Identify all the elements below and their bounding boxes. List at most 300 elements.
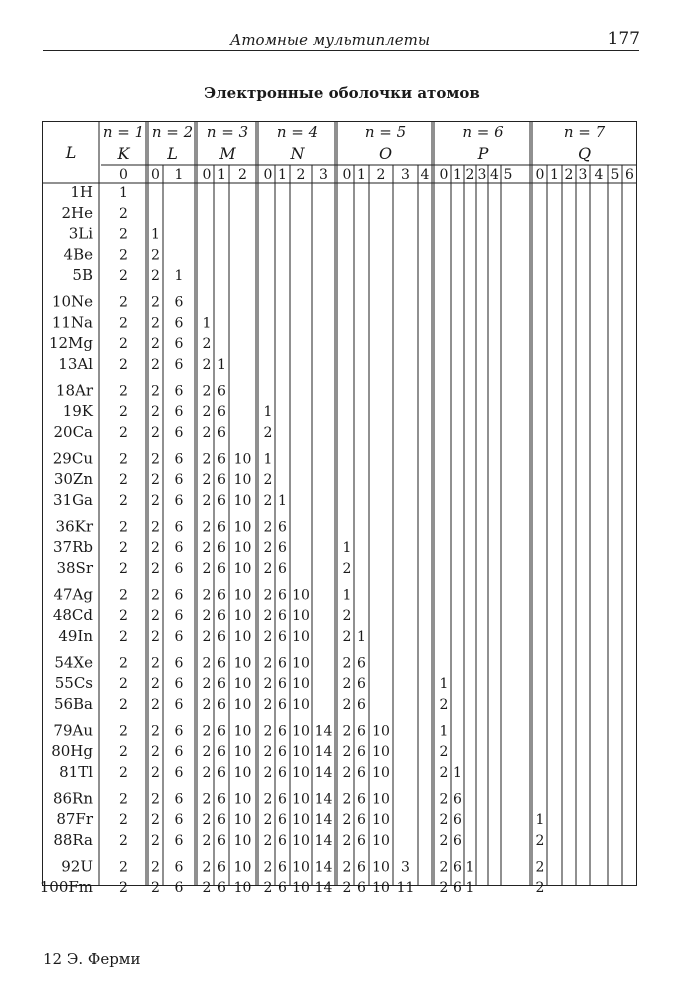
element-label: 1H [70, 183, 93, 201]
occupancy-cell: 6 [357, 744, 366, 761]
shell-letter: M [219, 144, 236, 163]
shell-letter: Q [577, 144, 592, 163]
shell-n-label: n = 6 [462, 123, 504, 141]
occupancy-cell: 2 [119, 472, 128, 489]
occupancy-cell: 6 [217, 472, 226, 489]
element-label: 3Li [68, 224, 93, 243]
occupancy-cell: 10 [233, 833, 252, 849]
occupancy-cell: 6 [174, 540, 184, 557]
occupancy-cell: 2 [119, 859, 128, 876]
occupancy-cell: 6 [453, 859, 462, 876]
occupancy-cell: 2 [151, 880, 160, 897]
element-label: 29Cu [52, 449, 93, 468]
occupancy-cell: 6 [278, 859, 287, 876]
occupancy-cell: 6 [278, 765, 287, 781]
occupancy-cell: 2 [439, 791, 449, 808]
l-subheader: 3 [319, 167, 328, 183]
occupancy-cell: 10 [233, 451, 252, 468]
occupancy-cell: 6 [453, 833, 462, 849]
occupancy-cell: 14 [314, 812, 333, 829]
occupancy-cell: 2 [151, 744, 160, 761]
occupancy-cell: 2 [151, 451, 160, 468]
running-header-title: Атомные мультиплеты [229, 31, 431, 49]
element-label: 37Rb [53, 538, 93, 557]
l-subheader: 5 [610, 167, 620, 183]
occupancy-cell: 2 [342, 880, 352, 897]
occupancy-cell: 2 [202, 676, 212, 693]
occupancy-cell: 2 [202, 451, 212, 468]
l-subheader: 1 [174, 167, 184, 183]
occupancy-cell: 2 [263, 859, 273, 876]
occupancy-cell: 14 [314, 833, 333, 849]
occupancy-cell: 2 [119, 833, 128, 849]
occupancy-cell: 2 [151, 723, 160, 740]
occupancy-cell: 10 [292, 765, 310, 781]
occupancy-cell: 2 [151, 859, 160, 876]
occupancy-cell: 2 [119, 744, 128, 761]
element-label: 56Ba [53, 695, 93, 713]
occupancy-cell: 1 [357, 629, 366, 645]
occupancy-cell: 6 [174, 472, 184, 489]
element-label: 11Na [51, 313, 93, 332]
occupancy-cell: 2 [151, 268, 160, 285]
occupancy-cell: 2 [151, 561, 160, 577]
occupancy-cell: 6 [278, 519, 287, 536]
occupancy-cell: 1 [342, 540, 352, 557]
occupancy-cell: 10 [292, 744, 310, 761]
occupancy-cell: 6 [278, 812, 287, 829]
occupancy-cell: 1 [465, 859, 475, 876]
occupancy-cell: 6 [217, 655, 226, 672]
occupancy-cell: 6 [174, 336, 184, 353]
occupancy-cell: 2 [263, 425, 273, 441]
element-label: 13Al [58, 355, 93, 373]
element-label: 31Ga [52, 491, 93, 509]
element-label: 30Zn [53, 470, 93, 489]
occupancy-cell: 10 [372, 744, 390, 761]
occupancy-cell: 2 [119, 268, 128, 285]
occupancy-cell: 2 [535, 859, 545, 876]
occupancy-cell: 2 [202, 723, 212, 740]
occupancy-cell: 6 [174, 383, 184, 400]
occupancy-cell: 6 [174, 587, 184, 604]
occupancy-cell: 2 [119, 205, 128, 222]
occupancy-cell: 6 [174, 880, 184, 897]
occupancy-cell: 10 [372, 723, 390, 740]
l-subheader: 1 [550, 167, 559, 183]
occupancy-cell: 10 [233, 472, 252, 489]
occupancy-cell: 10 [292, 723, 310, 740]
occupancy-cell: 6 [217, 859, 226, 876]
element-label: 100Fm [39, 878, 93, 897]
occupancy-cell: 2 [151, 357, 160, 373]
occupancy-cell: 2 [263, 519, 273, 536]
element-label: 54Xe [54, 653, 93, 672]
l-subheader: 1 [453, 167, 462, 183]
occupancy-cell: 10 [233, 540, 252, 557]
occupancy-cell: 6 [357, 859, 366, 876]
occupancy-cell: 2 [119, 294, 128, 311]
occupancy-cell: 2 [263, 472, 273, 489]
element-label: 92U [61, 857, 93, 876]
occupancy-cell: 2 [119, 812, 128, 829]
occupancy-cell: 6 [174, 833, 184, 849]
occupancy-cell: 2 [151, 791, 160, 808]
occupancy-cell: 6 [174, 519, 184, 536]
element-label: 81Tl [59, 763, 93, 781]
occupancy-cell: 2 [263, 629, 273, 645]
occupancy-cell: 6 [174, 357, 184, 373]
occupancy-cell: 6 [357, 697, 366, 713]
l-subheader: 0 [263, 167, 273, 183]
occupancy-cell: 1 [263, 404, 273, 421]
occupancy-cell: 6 [174, 765, 184, 781]
occupancy-cell: 14 [314, 791, 333, 808]
occupancy-cell: 10 [372, 812, 390, 829]
occupancy-cell: 6 [174, 791, 184, 808]
occupancy-cell: 2 [151, 655, 160, 672]
occupancy-cell: 14 [314, 859, 333, 876]
element-label: 48Cd [52, 606, 93, 625]
occupancy-cell: 2 [342, 744, 352, 761]
occupancy-cell: 2 [151, 336, 160, 353]
occupancy-cell: 6 [217, 629, 226, 645]
occupancy-cell: 6 [174, 404, 184, 421]
occupancy-cell: 6 [174, 744, 184, 761]
occupancy-cell: 2 [119, 357, 128, 373]
element-label: 80Hg [51, 742, 93, 761]
occupancy-cell: 2 [202, 833, 212, 849]
occupancy-cell: 1 [217, 357, 226, 373]
occupancy-cell: 2 [202, 561, 212, 577]
occupancy-cell: 1 [278, 493, 287, 509]
shell-letter: P [477, 144, 489, 163]
occupancy-cell: 2 [151, 404, 160, 421]
occupancy-cell: 2 [151, 247, 160, 264]
table-title: Электронные оболочки атомов [204, 84, 480, 102]
l-subheader: 0 [342, 167, 352, 183]
occupancy-cell: 2 [151, 493, 160, 509]
occupancy-cell: 6 [357, 833, 366, 849]
element-label: 55Cs [54, 674, 93, 693]
occupancy-cell: 2 [342, 561, 352, 577]
l-subheader: 1 [278, 167, 287, 183]
occupancy-cell: 2 [202, 859, 212, 876]
occupancy-cell: 2 [263, 561, 273, 577]
occupancy-cell: 6 [357, 791, 366, 808]
occupancy-cell: 2 [342, 697, 352, 713]
occupancy-cell: 2 [151, 608, 160, 625]
occupancy-cell: 10 [233, 744, 252, 761]
occupancy-cell: 2 [202, 697, 212, 713]
shell-letter: L [167, 144, 178, 163]
element-label: 10Ne [51, 292, 93, 311]
occupancy-cell: 6 [217, 880, 226, 897]
occupancy-cell: 2 [119, 655, 128, 672]
occupancy-cell: 1 [151, 226, 160, 243]
occupancy-cell: 10 [233, 880, 252, 897]
page-number: 177 [607, 29, 640, 49]
occupancy-cell: 2 [202, 629, 212, 645]
occupancy-cell: 2 [202, 425, 212, 441]
occupancy-cell: 2 [263, 655, 273, 672]
occupancy-cell: 2 [263, 697, 273, 713]
occupancy-cell: 10 [372, 765, 390, 781]
l-subheader: 2 [376, 167, 386, 183]
occupancy-cell: 6 [174, 812, 184, 829]
occupancy-cell: 6 [217, 493, 226, 509]
l-subheader: 0 [119, 167, 128, 183]
occupancy-cell: 2 [151, 294, 160, 311]
occupancy-cell: 6 [174, 608, 184, 625]
occupancy-cell: 6 [217, 561, 226, 577]
occupancy-cell: 1 [453, 765, 462, 781]
occupancy-cell: 1 [465, 880, 475, 897]
occupancy-cell: 14 [314, 723, 333, 740]
occupancy-cell: 2 [263, 744, 273, 761]
occupancy-cell: 2 [119, 247, 128, 264]
occupancy-cell: 2 [263, 765, 273, 781]
occupancy-cell: 2 [263, 812, 273, 829]
occupancy-cell: 14 [314, 880, 333, 897]
occupancy-cell: 1 [263, 451, 273, 468]
occupancy-cell: 10 [233, 493, 252, 509]
occupancy-cell: 6 [217, 587, 226, 604]
occupancy-cell: 10 [292, 697, 310, 713]
occupancy-cell: 6 [174, 859, 184, 876]
occupancy-cell: 10 [233, 587, 252, 604]
occupancy-cell: 6 [174, 723, 184, 740]
header-rule [43, 50, 639, 51]
occupancy-cell: 1 [439, 723, 449, 740]
occupancy-cell: 6 [453, 880, 462, 897]
occupancy-cell: 2 [202, 357, 212, 373]
occupancy-cell: 2 [202, 336, 212, 353]
occupancy-cell: 2 [119, 561, 128, 577]
occupancy-cell: 2 [119, 723, 128, 740]
occupancy-cell: 14 [314, 765, 333, 781]
corner-label: L [65, 143, 77, 162]
occupancy-cell: 10 [292, 812, 310, 829]
element-label: 86Rn [52, 789, 93, 808]
shell-n-label: n = 5 [364, 123, 407, 141]
occupancy-cell: 2 [439, 697, 449, 713]
occupancy-cell: 10 [292, 587, 310, 604]
occupancy-cell: 6 [357, 812, 366, 829]
occupancy-cell: 6 [278, 880, 287, 897]
occupancy-cell: 2 [119, 404, 128, 421]
element-label: 5B [72, 266, 93, 285]
element-label: 38Sr [56, 559, 93, 577]
occupancy-cell: 2 [151, 812, 160, 829]
l-subheader: 2 [564, 167, 574, 183]
occupancy-cell: 6 [278, 723, 287, 740]
occupancy-cell: 2 [119, 880, 128, 897]
occupancy-cell: 1 [535, 812, 545, 829]
occupancy-cell: 6 [278, 833, 287, 849]
occupancy-cell: 2 [151, 425, 160, 441]
occupancy-cell: 2 [202, 765, 212, 781]
occupancy-cell: 2 [151, 587, 160, 604]
occupancy-cell: 6 [174, 697, 184, 713]
occupancy-cell: 2 [202, 587, 212, 604]
l-subheader: 3 [578, 167, 588, 183]
occupancy-cell: 2 [119, 791, 128, 808]
occupancy-cell: 6 [357, 723, 366, 740]
l-subheader: 6 [625, 167, 634, 183]
occupancy-cell: 2 [119, 315, 128, 332]
element-label: 49In [58, 627, 93, 645]
element-label: 4Be [63, 245, 93, 264]
occupancy-cell: 2 [535, 880, 545, 897]
electron-shell-table [39, 121, 637, 897]
occupancy-cell: 10 [292, 676, 310, 693]
occupancy-cell: 2 [151, 315, 160, 332]
occupancy-cell: 6 [174, 315, 184, 332]
occupancy-cell: 2 [342, 629, 352, 645]
occupancy-cell: 6 [278, 744, 287, 761]
occupancy-cell: 10 [292, 791, 310, 808]
shell-n-label: n = 2 [151, 123, 194, 141]
occupancy-cell: 10 [233, 812, 252, 829]
occupancy-cell: 6 [278, 791, 287, 808]
occupancy-cell: 10 [372, 859, 390, 876]
occupancy-cell: 2 [151, 697, 160, 713]
occupancy-cell: 2 [202, 608, 212, 625]
occupancy-cell: 2 [342, 859, 352, 876]
element-label: 20Ca [53, 423, 93, 441]
occupancy-cell: 6 [217, 451, 226, 468]
occupancy-cell: 6 [217, 404, 226, 421]
occupancy-cell: 2 [202, 812, 212, 829]
occupancy-cell: 10 [372, 833, 390, 849]
occupancy-cell: 1 [439, 676, 449, 693]
occupancy-cell: 10 [233, 655, 252, 672]
occupancy-cell: 2 [263, 791, 273, 808]
occupancy-cell: 2 [119, 676, 128, 693]
occupancy-cell: 14 [314, 744, 333, 761]
occupancy-cell: 10 [292, 859, 310, 876]
occupancy-cell: 6 [174, 425, 184, 441]
element-label: 2He [61, 203, 93, 222]
occupancy-cell: 2 [151, 540, 160, 557]
occupancy-cell: 10 [292, 629, 310, 645]
l-subheader: 2 [465, 167, 475, 183]
occupancy-cell: 6 [278, 629, 287, 645]
occupancy-cell: 2 [439, 812, 449, 829]
occupancy-cell: 2 [439, 880, 449, 897]
shell-letter: K [117, 144, 130, 163]
occupancy-cell: 10 [233, 723, 252, 740]
occupancy-cell: 10 [292, 655, 310, 672]
occupancy-cell: 6 [217, 723, 226, 740]
occupancy-cell: 6 [357, 765, 366, 781]
occupancy-cell: 2 [151, 383, 160, 400]
occupancy-cell: 2 [263, 833, 273, 849]
occupancy-cell: 10 [233, 561, 252, 577]
l-subheader: 0 [151, 167, 160, 183]
occupancy-cell: 6 [174, 655, 184, 672]
occupancy-cell: 6 [357, 676, 366, 693]
occupancy-cell: 6 [174, 676, 184, 693]
occupancy-cell: 3 [401, 859, 410, 876]
occupancy-cell: 10 [233, 629, 252, 645]
occupancy-cell: 2 [119, 765, 128, 781]
occupancy-cell: 2 [119, 587, 128, 604]
occupancy-cell: 10 [233, 697, 252, 713]
occupancy-cell: 2 [119, 493, 128, 509]
occupancy-cell: 1 [202, 315, 212, 332]
occupancy-cell: 6 [278, 561, 287, 577]
occupancy-cell: 2 [202, 655, 212, 672]
element-label: 87Fr [56, 810, 93, 829]
occupancy-cell: 10 [233, 859, 252, 876]
occupancy-cell: 2 [342, 812, 352, 829]
occupancy-cell: 2 [119, 608, 128, 625]
occupancy-cell: 10 [292, 833, 310, 849]
occupancy-cell: 2 [439, 765, 449, 781]
occupancy-cell: 6 [278, 540, 287, 557]
occupancy-cell: 6 [174, 451, 184, 468]
occupancy-cell: 2 [263, 493, 273, 509]
occupancy-cell: 2 [342, 833, 352, 849]
occupancy-cell: 6 [217, 697, 226, 713]
occupancy-cell: 2 [119, 451, 128, 468]
occupancy-cell: 6 [357, 880, 366, 897]
occupancy-cell: 2 [263, 880, 273, 897]
l-subheader: 0 [439, 167, 449, 183]
l-subheader: 0 [202, 167, 212, 183]
occupancy-cell: 10 [372, 791, 390, 808]
element-label: 12Mg [48, 334, 93, 353]
occupancy-cell: 1 [119, 185, 128, 201]
occupancy-cell: 10 [292, 880, 310, 897]
occupancy-cell: 2 [202, 744, 212, 761]
occupancy-cell: 6 [453, 791, 462, 808]
element-label: 18Ar [55, 381, 93, 400]
shell-n-label: n = 4 [276, 123, 319, 141]
occupancy-cell: 2 [202, 791, 212, 808]
element-label: 36Kr [55, 517, 93, 536]
occupancy-cell: 6 [278, 655, 287, 672]
occupancy-cell: 6 [278, 697, 287, 713]
occupancy-cell: 2 [263, 608, 273, 625]
occupancy-cell: 2 [342, 765, 352, 781]
occupancy-cell: 2 [263, 723, 273, 740]
footer-signature: 12 Э. Ферми [43, 950, 141, 968]
l-subheader: 4 [420, 167, 430, 183]
occupancy-cell: 6 [217, 791, 226, 808]
occupancy-cell: 2 [119, 697, 128, 713]
occupancy-cell: 2 [342, 791, 352, 808]
occupancy-cell: 2 [263, 540, 273, 557]
occupancy-cell: 6 [217, 833, 226, 849]
l-subheader: 4 [490, 167, 499, 183]
occupancy-cell: 2 [263, 676, 273, 693]
l-subheader: 5 [503, 167, 513, 183]
occupancy-cell: 2 [202, 880, 212, 897]
occupancy-cell: 2 [151, 519, 160, 536]
occupancy-cell: 10 [292, 608, 310, 625]
l-subheader: 3 [401, 167, 410, 183]
occupancy-cell: 6 [217, 744, 226, 761]
l-subheader: 1 [217, 167, 226, 183]
occupancy-cell: 6 [217, 383, 226, 400]
shell-letter: O [378, 144, 393, 163]
occupancy-cell: 6 [217, 540, 226, 557]
occupancy-cell: 2 [119, 336, 128, 353]
occupancy-cell: 6 [453, 812, 462, 829]
